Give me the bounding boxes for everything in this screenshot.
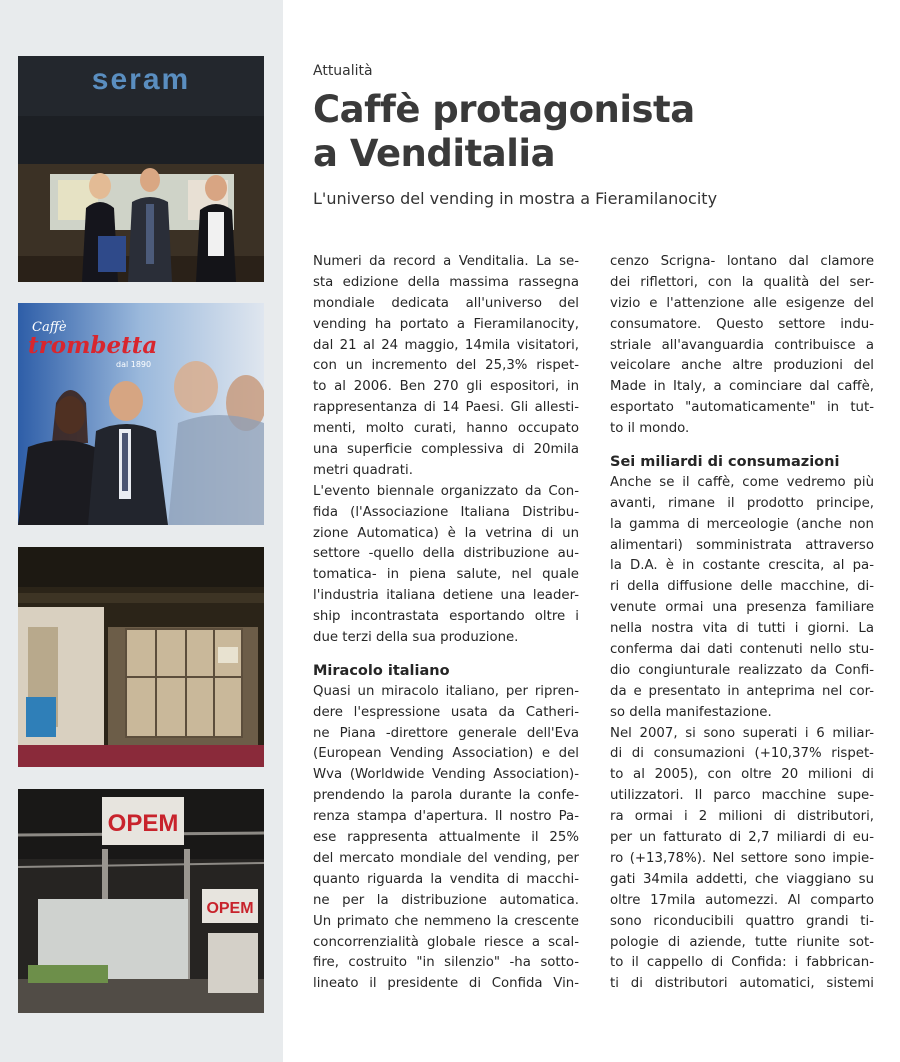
text-line: ra ormai i 2 milioni di distributori,	[610, 809, 874, 825]
text-line: con un incremento del 25,3% rispet-	[313, 358, 579, 374]
text-line: Quasi un miracolo italiano, per ripren-	[313, 683, 579, 699]
text-line: l'industria italiana detiene una leader-	[313, 588, 579, 604]
trombetta-logo-text: trombetta	[28, 332, 158, 359]
text-line: (European Vending Association) e del	[313, 746, 579, 762]
text-line: L'evento biennale organizzato da Con-	[313, 483, 579, 499]
text-line: da e presentato in anteprima nel cor-	[610, 683, 874, 699]
text-line: la gamma di merceologie (anche non	[610, 516, 874, 532]
text-line: Un primato che nemmeno la crescente	[313, 913, 579, 929]
text-line: dei riflettori, con la qualità del ser-	[610, 274, 874, 290]
text-line: ship incontrastata esportando oltre i	[313, 609, 579, 625]
text-line: Numeri da record a Venditalia. La se-	[313, 254, 579, 269]
text-line: conferma dai dati contenuti nello stu-	[610, 642, 874, 658]
text-line: dere l'espressione usata da Catheri-	[313, 704, 579, 720]
text-line: renza stampa d'apertura. Il nostro Pa-	[313, 809, 579, 825]
text-line: vending ha portato a Fieramilanocity,	[313, 316, 579, 332]
text-line: una superficie complessiva di 20mila	[313, 442, 579, 458]
article-subtitle: L'universo del vending in mostra a Fieramilanocity	[313, 189, 718, 208]
text-line: sono riconducibili quattro grandi ti-	[610, 913, 874, 929]
text-line: Wva (Worldwide Vending Association)-	[313, 767, 579, 783]
text-line: quanto riguarda la vendita di macchi-	[313, 871, 579, 887]
text-line: menti, molto curati, hanno occupato	[313, 421, 579, 437]
article-column-1	[313, 252, 579, 995]
text-line: concorrenzialità globale riesce a scal-	[313, 934, 579, 950]
seram-sign-text: seram	[91, 63, 191, 96]
article-column-2	[610, 252, 874, 995]
text-line: ri della diffusione delle macchine, di-	[610, 579, 874, 595]
photo-seram-booth	[18, 56, 264, 282]
section-heading: Sei miliardi di consumazioni	[610, 454, 840, 471]
section-heading: Miracolo italiano	[313, 662, 450, 679]
text-line: ne per la distribuzione automatica.	[313, 892, 579, 908]
text-line: fire, costruito "in silenzio" -ha sotto-	[313, 955, 579, 971]
text-line: metri quadrati.	[313, 462, 413, 478]
text-line: due terzi della sua produzione.	[313, 630, 519, 646]
text-line: di di consumazioni (+10,37% rispet-	[610, 746, 874, 762]
text-line: oltre 17mila automezzi. Al comparto	[610, 892, 874, 908]
text-line: Nel 2007, si sono superati i 6 miliar-	[610, 725, 874, 741]
title-line-2: a Venditalia	[313, 132, 556, 175]
text-line: dal 21 al 24 maggio, 14mila visitatori,	[313, 337, 579, 353]
text-line: to il cappello di Confida: i fabbrican-	[610, 955, 874, 971]
text-line: prendendo la parola durante la confe-	[313, 788, 579, 804]
opem-sign-text: OPEM	[107, 810, 179, 837]
text-line: settore -quello della distribuzione au-	[313, 546, 579, 562]
text-line: nella nostra vita di tutti i giorni. La	[610, 621, 874, 637]
text-line: la D.A. è in costante crescita, al pa-	[610, 558, 874, 574]
text-line: Made in Italy, a cominciare dal caffè,	[610, 379, 874, 395]
photo-opem-stand	[18, 789, 264, 1013]
text-line: ne Piana -direttore generale dell'Eva	[313, 725, 579, 741]
text-line: tomatica- in piena salute, nel quale	[313, 567, 579, 583]
text-line: zione Automatica) è la vetrina di un	[313, 525, 579, 541]
text-line: sta edizione della massima rassegna	[313, 274, 579, 290]
photo-sidebar	[0, 0, 283, 1062]
text-line: dio congiunturale realizzato da Confi-	[610, 662, 874, 678]
section-label: Attualità	[313, 63, 373, 79]
text-line: esportato "automaticamente" in tut-	[610, 400, 874, 416]
text-line: vizio e l'attenzione alle esigenze del	[610, 295, 874, 311]
text-line: mondiale dedicata all'universo del	[313, 295, 579, 311]
text-line: pologie di aziende, tutte riunite sot-	[610, 934, 874, 950]
opem-small-sign-text: OPEM	[206, 900, 254, 917]
text-line: per un fatturato di 2,7 miliardi di eu-	[610, 830, 874, 846]
text-line: avanti, rimane il prodotto principe,	[610, 495, 874, 511]
title-line-1: Caffè protagonista	[313, 88, 695, 131]
text-line: ti di distributori automatici, sistemi	[610, 976, 874, 992]
text-line: alimentari) somministrata attraverso	[610, 537, 874, 553]
text-line: consumatore. Questo settore indu-	[610, 316, 874, 332]
text-line: fida (l'Associazione Italiana Distribu-	[313, 504, 579, 520]
photo-vending-machines-stand	[18, 547, 264, 767]
text-line: ro (+13,78%). Nel settore sono impie-	[610, 850, 874, 866]
text-line: veicolare anche altre produzioni del	[610, 358, 874, 374]
photo-caffe-trombetta	[18, 303, 264, 525]
text-line: cenzo Scrigna- lontano dal clamore	[610, 254, 874, 269]
text-line: rappresentanza di 14 Paesi. Gli allesti-	[313, 400, 579, 416]
text-line: utilizzatori. Il parco macchine supe-	[610, 788, 874, 804]
text-line: gati 34mila addetti, che viaggiano su	[610, 871, 874, 887]
article-title	[313, 88, 873, 176]
text-line: ese rappresenta attualmente il 25%	[313, 830, 579, 846]
text-line: to il mondo.	[610, 421, 690, 437]
text-line: so della manifestazione.	[610, 704, 772, 720]
text-line: lineato il presidente di Confida Vin-	[313, 976, 579, 992]
trombetta-caffe-text: Caffè	[32, 320, 67, 335]
text-line: Anche se il caffè, come vedremo più	[610, 474, 874, 490]
text-line: to al 2005), con oltre 20 milioni di	[610, 767, 874, 783]
trombetta-since-text: dal 1890	[116, 360, 152, 369]
text-line: del mercato mondiale del vending, per	[313, 850, 579, 866]
text-line: striale all'avanguardia contribuisce a	[610, 337, 874, 353]
text-line: to al 2006. Ben 270 gli espositori, in	[313, 379, 579, 395]
text-line: venute ormai una presenza familiare	[610, 600, 874, 616]
